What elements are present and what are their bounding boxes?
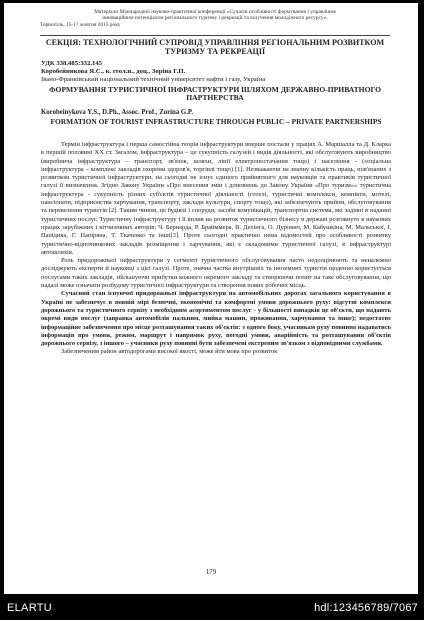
article-title-en: FORMATION OF TOURIST INFRASTRUCTURE THROUGH PUBLIC – PRIVATE PARTNERSHIPS (50, 117, 382, 126)
udk-code: УДК 338.485:332.145 (41, 60, 103, 67)
page-number: 179 (205, 569, 217, 576)
header-divider (40, 35, 390, 36)
body-paragraph-1: Термін інфраструктура і перша самостійна теорія інфраструктури вперше постали у працях А. Маршалла та Д. Кларка в першій половині ХХ ст. Загалом, інфраструктура – це сукупність галузей і видів діяльності, які обслуговують виробництво (виробнича інфраструктура – транспорт, зв'язок, шляхи, лінії електропостачання тощо) і населення - (соціальна інфраструктура – комплекс закладів охорони здоров'я, торгівлі тощо) [1]. Незважаючи на значну кількість праць, пов'язаних з розвитком туристичної інфраструктури, на сьогодні не існує єдиного прийнятного для науковців та практиків туристичної галузі її визначення. Згідно Закону України «Про внесення змін і доповнень до Закону України «Про туризм»» туристична інфраструктура - сукупність різних суб'єктів туристичної діяльності (готелі, туристичні комплекси, кемпінги, мотелі, пансіонати, підприємства харчування, транспорту, заклади культури, спорту тощо), які забезпечують прийом, обслуговування та перевезення туристів [2]. Таким чином, це будівлі і споруди, засоби комунікацій, транспортна система, які задіяні в наданні туристичних послуг. Туристичну інфраструктуру і її вплив на розвиток туристичного бізнесу в державі розглянуто в наукових працях зарубіжних і вітчизняних авторів: Ч. Бернарда, Р. Брайммера, В. Дехінга, О. Дурович, М. Кабушкіна, М. Мальської, І. Папідика, Г. Папіряна, Т. Ткаченко та інші[3]. Проте сьогодні практично нема відомостей про особливості розвитку туристично-відпочинкових закладів розміщення і харчування, які є складовими туристичної галузі, в інфраструктурі автошляхів. (41, 141, 391, 256)
article-body (41, 141, 391, 357)
affiliation: Івано-Франківський національний технічний університет нафти і газу, Україна (41, 76, 266, 83)
body-paragraph-2: Роль придорожньої інфраструктури у сегменті туристичного обслуговування часто недооцінюють та неналежно досліджують експерти й науковці з цієї галузі. Проте, значна частка внутрішніх та іноземних туристів щоденно користується послугами таких закладів, збільшуючи прибутки кожного окремого закладу та створюючи попит на таке обслуговування, що надалі може означати розбудову туристичної інфраструктури та створення нових робочих місць. (41, 257, 391, 290)
article-title-ua: ФОРМУВАННЯ ТУРИСТИЧНОЇ ІНФРАСТРУКТУРИ ШЛЯХОМ ДЕРЖАВНО-ПРИВАТНОГО ПАРТНЕРСТВА (48, 85, 382, 103)
body-paragraph-3: Сучасний стан існуючої придорожньої інфраструктури на автомобільних дорогах загального користування в Україні не забезпечує в повній мірі безпечні, економічні та комфортні умови дорожнього руху: відсутні комплекси дорожнього та туристичного сервізу з необхідним асортиментом послуг - у більшості випадків це об'єкти, що надають окремі види послуг (заправка автомобілів пальним, мийка машин, проживання, харчування та інше); недостатнє інформаційне забезпечення про місце розташування таких об'єктів: з одного боку, учасникам руху повинна надаватись інформація про умови, режим, маршрут і напрямок руху, погодні умови, аварійність та розташування об'єктів дорожнього сервізу, з іншого – учасники руху повинні бути забезпечені екстреним зв'язком з відповідними службами. (41, 290, 391, 348)
header-line-2: інноваційним потенціалом регіонального туризму і рекреації та залучення молодіжного ресурсу». (102, 15, 328, 22)
section-title: СЕКЦІЯ: ТЕХНОЛОГІЧНИЙ СУПРОВІД УПРАВЛІННЯ РЕГІОНАЛЬНИМ РОЗВИТКОМ ТУРИЗМУ ТА РЕКРЕАЦІЇ (45, 38, 385, 56)
authors-en: Korobeinykova Y.S., D.Ph., Assoc. Prof., Zorina G.P. (41, 109, 194, 116)
body-paragraph-4: Забезпеченим район автодорогами високої якості, може йти мова про розвиток (61, 348, 278, 356)
handle-identifier: hdl:123456789/7067 (314, 602, 418, 614)
header-line-1: Матеріали Міжнародної науково-практичної конференції «Сучасні особливості формування і управління (94, 9, 336, 15)
header-line-3: Тернопіль, 15-17 жовтня 2015 року (40, 21, 121, 28)
document-page (4, 3, 418, 594)
repository-label: ELARTU (7, 602, 52, 614)
conference-header (40, 9, 390, 28)
authors-ua: Коробейникова Я.С., к. геол.н., доц., Зоріна Г.П. (41, 68, 186, 75)
